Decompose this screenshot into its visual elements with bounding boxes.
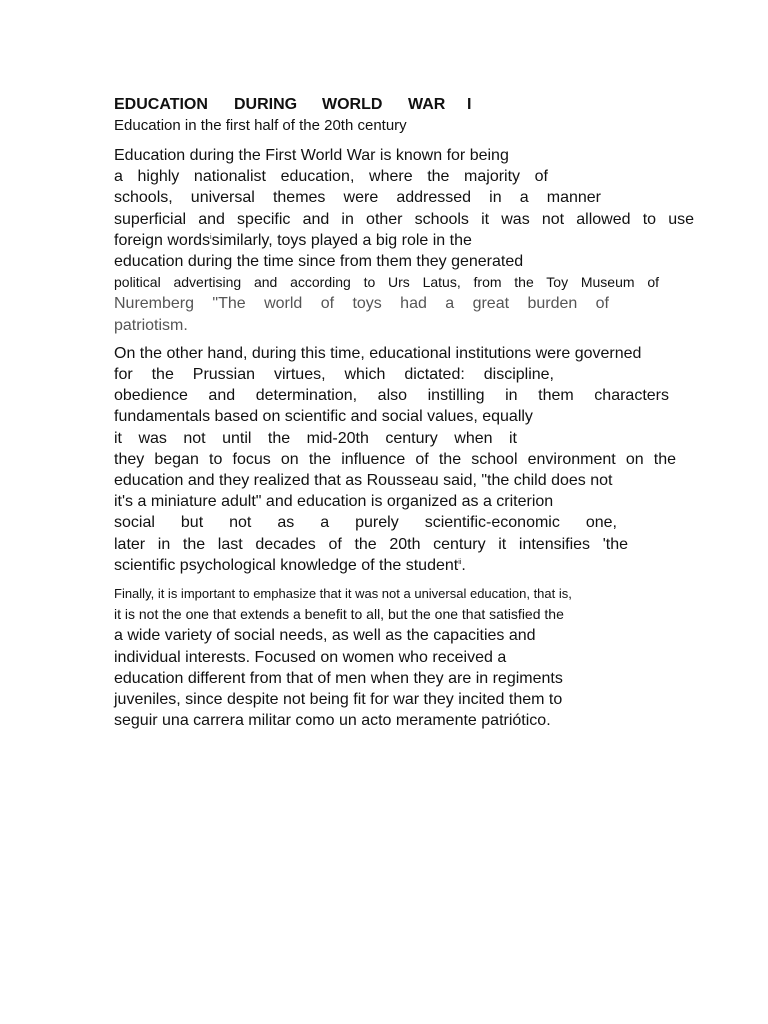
text-line: it is not the one that extends a benefit to all, but the one that satisfied the bbox=[114, 606, 564, 623]
text-line: education and they realized that as Rousseau said, "the child does not bbox=[114, 472, 613, 490]
text-line: it's a miniature adult" and education is organized as a criterion bbox=[114, 493, 554, 511]
text-fragment: similarly, toys played a big role in the bbox=[211, 231, 472, 249]
text-line: On the other hand, during this time, educational institutions were governed bbox=[114, 344, 642, 362]
text-line: schools, universal themes were addressed in a manner bbox=[114, 189, 601, 207]
text-line: social but not as a purely scientific-economic one, bbox=[114, 514, 617, 532]
text-line: a wide variety of social needs, as well as the capacities and bbox=[114, 627, 536, 645]
text-line: they began to focus on the influence of the school environment on the bbox=[114, 450, 676, 468]
text-line: it was not until the mid-20th century when it bbox=[114, 429, 517, 447]
text-line: seguir una carrera militar como un acto meramente patriótico. bbox=[114, 712, 551, 730]
text-line: superficial and specific and in other schools it was not allowed to use bbox=[114, 210, 694, 228]
title-word: WAR bbox=[408, 96, 446, 113]
title-word: DURING bbox=[234, 96, 298, 113]
title-word: EDUCATION bbox=[114, 96, 208, 113]
text-line: later in the last decades of the 20th century it intensifies 'the bbox=[114, 535, 628, 553]
text-fragment: foreign words bbox=[114, 231, 211, 249]
footnote-marker: i bbox=[210, 233, 212, 241]
text-line: Finally, it is important to emphasize that it was not a universal education, that is, bbox=[114, 586, 572, 602]
text-line: political advertising and according to Urs Latus, from the Toy Museum of bbox=[114, 274, 659, 291]
text-line: for the Prussian virtues, which dictated: discipline, bbox=[114, 366, 554, 384]
text-line: obedience and determination, also instilling in them characters bbox=[114, 387, 669, 405]
paragraph-1 bbox=[114, 145, 699, 336]
text-line: education different from that of men when they are in regiments bbox=[114, 669, 563, 687]
paragraph-2 bbox=[114, 343, 699, 576]
footnote-marker: ii bbox=[458, 558, 462, 566]
document-page bbox=[114, 95, 699, 731]
text-line: individual interests. Focused on women who received a bbox=[114, 648, 507, 666]
text-line bbox=[114, 230, 699, 251]
document-subtitle: Education in the first half of the 20th century bbox=[114, 117, 407, 134]
text-line: fundamentals based on scientific and social values, equally bbox=[114, 408, 533, 426]
title-word: WORLD bbox=[322, 96, 383, 113]
text-fragment: . bbox=[461, 556, 466, 574]
text-line: Education during the First World War is known for being bbox=[114, 147, 509, 164]
paragraph-3 bbox=[114, 583, 699, 731]
text-fragment: scientific psychological knowledge of the student bbox=[114, 556, 459, 574]
text-line bbox=[114, 555, 699, 576]
text-line: patriotism. bbox=[114, 316, 188, 334]
title-word: I bbox=[467, 96, 472, 113]
document-title bbox=[114, 95, 699, 115]
text-line: Nuremberg "The world of toys had a great burden of bbox=[114, 295, 609, 313]
text-line: education during the time since from them they generated bbox=[114, 253, 524, 271]
text-line: juveniles, since despite not being fit for war they incited them to bbox=[114, 691, 563, 709]
text-line: a highly nationalist education, where the majority of bbox=[114, 168, 548, 186]
